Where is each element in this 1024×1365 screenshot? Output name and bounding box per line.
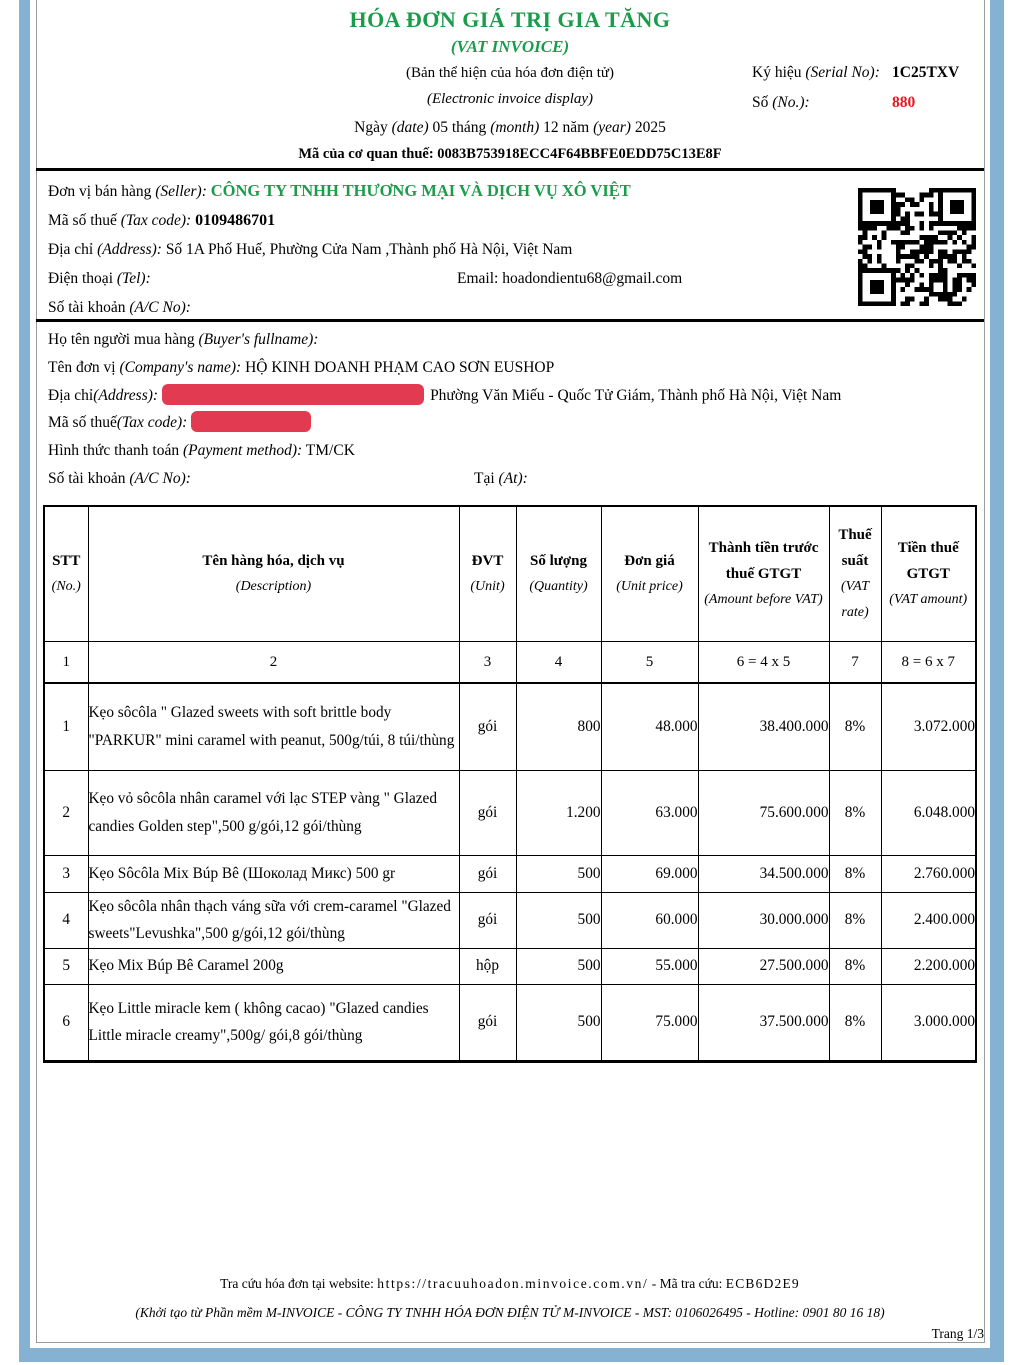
cell-vat-amount: 6.048.000 [881, 770, 976, 855]
serial-line [752, 58, 980, 88]
cell-vat-rate: 8% [829, 892, 881, 948]
cell-unit-price: 63.000 [601, 770, 698, 855]
numbering-cell: 6 = 4 x 5 [698, 642, 829, 684]
cell-description: Kẹo sôcôla " Glazed sweets with soft brittle body "PARKUR" mini caramel with peanut, 500g/túi, 8 túi/thùng [88, 683, 459, 770]
cell-quantity: 500 [516, 892, 601, 948]
seller-name: CÔNG TY TNHH THƯƠNG MẠI VÀ DỊCH VỤ XÔ VIỆT [210, 181, 631, 200]
seller-address-line [48, 235, 978, 264]
cell-quantity: 500 [516, 855, 601, 892]
cell-description: Kẹo Mix Búp Bê Caramel 200g [88, 948, 459, 984]
cell-unit: gói [459, 770, 516, 855]
column-numbering-row [44, 642, 976, 684]
cell-no: 3 [44, 855, 88, 892]
date-month: 12 [543, 119, 559, 136]
buyer-company-value: HỘ KINH DOANH PHẠM CAO SƠN EUSHOP [245, 358, 555, 376]
seller-taxcode-label-en: (Tax code): [120, 212, 192, 229]
col-header-unit: ĐVT (Unit) [459, 506, 516, 642]
serial-label-en: (Serial No): [805, 64, 880, 81]
cell-unit: gói [459, 855, 516, 892]
at-label [474, 465, 528, 493]
cell-unit-price: 69.000 [601, 855, 698, 892]
numbering-cell: 5 [601, 642, 698, 684]
seller-taxcode-line [48, 206, 978, 235]
table-row [44, 892, 976, 948]
invoice-subtitle: (VAT INVOICE) [450, 37, 570, 56]
col-header-vat-amount: Tiền thuế GTGT (VAT amount) [881, 506, 976, 642]
display-note-en: (Electronic invoice display) [426, 91, 594, 107]
col-header-description: Tên hàng hóa, dịch vụ (Description) [88, 506, 459, 642]
serial-number-block [752, 58, 980, 118]
lookup-code-label: - Mã tra cứu: [651, 1276, 723, 1291]
seller-label-en: (Seller): [155, 183, 207, 200]
number-line [752, 88, 980, 118]
cell-vat-rate: 8% [829, 984, 881, 1061]
cell-vat-rate: 8% [829, 855, 881, 892]
buyer-account-label-vi: Số tài khoản [48, 469, 126, 487]
tax-authority-label: Mã của cơ quan thuế: [298, 146, 434, 162]
col-header-no: STT (No.) [44, 506, 88, 642]
buyer-company-label-vi: Tên đơn vị [48, 358, 116, 376]
cell-amount: 38.400.000 [698, 683, 829, 770]
number-label-en: (No.): [772, 94, 810, 111]
cell-quantity: 800 [516, 683, 601, 770]
cell-unit-price: 60.000 [601, 892, 698, 948]
buyer-account-label-en: (A/C No): [129, 469, 191, 487]
numbering-cell: 1 [44, 642, 88, 684]
cell-description: Kẹo Sôcôla Mix Búp Bê (Шоколад Микс) 500 gr [88, 855, 459, 892]
seller-account-label-vi: Số tài khoản [48, 299, 126, 316]
date-label-vi: Ngày [354, 119, 388, 136]
cell-amount: 27.500.000 [698, 948, 829, 984]
table-row [44, 948, 976, 984]
seller-taxcode-value: 0109486701 [195, 212, 276, 229]
col-header-vat-rate: Thuế suất (VAT rate) [829, 506, 881, 642]
seller-account-label-en: (A/C No): [129, 299, 191, 316]
payment-method-line [48, 437, 978, 465]
seller-tel-line [48, 264, 978, 293]
number-label-vi: Số (No.): [752, 94, 810, 111]
cell-quantity: 1.200 [516, 770, 601, 855]
cell-description: Kẹo sôcôla nhân thạch váng sữa với crem-caramel "Glazed sweets"Levushka",500 g/gói,12 gói/thùng [88, 892, 459, 948]
lookup-line [36, 1276, 984, 1292]
serial-value: 1C25TXV [892, 64, 960, 81]
date-day: 05 [432, 119, 448, 136]
seller-name-line [48, 176, 978, 206]
buyer-address-redaction [162, 384, 424, 405]
buyer-taxcode-label-vi: Mã số thuế [48, 414, 117, 432]
buyer-fullname-label-en: (Buyer's fullname): [198, 331, 319, 348]
cell-no: 6 [44, 984, 88, 1061]
numbering-cell: 7 [829, 642, 881, 684]
invoice-number-value: 880 [892, 94, 916, 111]
numbering-cell: 8 = 6 x 7 [881, 642, 976, 684]
year-label-en: (year) [593, 119, 631, 136]
lookup-label: Tra cứu hóa đơn tại website: [220, 1276, 374, 1291]
cell-vat-amount: 2.200.000 [881, 948, 976, 984]
section-divider-1 [36, 168, 984, 171]
cell-amount: 34.500.000 [698, 855, 829, 892]
page-frame-bottom [19, 1348, 1004, 1362]
cell-unit: gói [459, 984, 516, 1061]
buyer-taxcode-label-en: (Tax code): [116, 414, 188, 432]
cell-vat-rate: 8% [829, 683, 881, 770]
cell-vat-amount: 3.000.000 [881, 984, 976, 1061]
cell-unit-price: 55.000 [601, 948, 698, 984]
numbering-cell: 4 [516, 642, 601, 684]
buyer-address-label-en: (Address): [93, 386, 159, 404]
lookup-code: ECB6D2E9 [725, 1276, 800, 1291]
cell-no: 4 [44, 892, 88, 948]
cell-no: 2 [44, 770, 88, 855]
buyer-address-line [48, 382, 978, 410]
serial-label-vi: Ký hiệu (Serial No): [752, 64, 880, 81]
payment-label-vi: Hình thức thanh toán [48, 442, 180, 460]
page-number: Trang 1/3 [931, 1326, 984, 1341]
seller-email-value: hoadondientu68@gmail.com [502, 270, 683, 287]
buyer-fullname-line [48, 326, 978, 354]
table-header-row [44, 506, 976, 642]
cell-quantity: 500 [516, 984, 601, 1061]
table-row [44, 855, 976, 892]
cell-no: 5 [44, 948, 88, 984]
col-header-quantity: Số lượng (Quantity) [516, 506, 601, 642]
cell-amount: 75.600.000 [698, 770, 829, 855]
buyer-company-label-en: (Company's name): [119, 358, 242, 376]
line-items-table [43, 505, 977, 1063]
cell-description: Kẹo Little miracle kem ( không cacao) "Glazed candies Little miracle creamy",500g/ gói,8 gói/thùng [88, 984, 459, 1061]
seller-email-label: Email: [457, 270, 499, 287]
cell-vat-rate: 8% [829, 770, 881, 855]
seller-label-vi: Đơn vị bán hàng [48, 183, 152, 200]
cell-amount: 37.500.000 [698, 984, 829, 1061]
buyer-company-line [48, 354, 978, 382]
cell-description: Kẹo vỏ sôcôla nhân caramel với lạc STEP vàng " Glazed candies Golden step",500 g/gói,12 gói/thùng [88, 770, 459, 855]
seller-email [457, 264, 682, 293]
table-row [44, 984, 976, 1061]
cell-vat-amount: 3.072.000 [881, 683, 976, 770]
year-label-vi: năm [562, 119, 590, 136]
seller-taxcode-label-vi: Mã số thuế [48, 212, 117, 229]
cell-vat-amount: 2.760.000 [881, 855, 976, 892]
at-label-en: (At): [498, 469, 528, 487]
page-frame-left [19, 0, 30, 1362]
payment-label-en: (Payment method): [182, 442, 303, 460]
seller-address-label-vi: Địa chỉ [48, 241, 94, 258]
tax-authority-code-line [36, 142, 984, 166]
cell-amount: 30.000.000 [698, 892, 829, 948]
cell-unit-price: 48.000 [601, 683, 698, 770]
buyer-account-line [48, 465, 978, 493]
tax-authority-value: 0083B753918ECC4F64BBFE0EDD75C13E8F [437, 146, 722, 162]
seller-tel-label-vi: Điện thoại [48, 270, 113, 287]
buyer-section [48, 326, 978, 493]
display-note-vi: (Bản thể hiện của hóa đơn điện tử) [405, 65, 615, 81]
payment-method-value: TM/CK [305, 442, 355, 460]
cell-unit: gói [459, 683, 516, 770]
month-label-en: (month) [490, 119, 540, 136]
qr-code [858, 188, 976, 306]
invoice-date-line [36, 114, 984, 142]
col-header-amount: Thành tiền trước thuế GTGT (Amount before VAT) [698, 506, 829, 642]
numbering-cell: 2 [88, 642, 459, 684]
col-header-unit-price: Đơn giá (Unit price) [601, 506, 698, 642]
cell-vat-rate: 8% [829, 948, 881, 984]
seller-address-value: Số 1A Phố Huế, Phường Cửa Nam ,Thành phố Hà Nội, Việt Nam [165, 241, 573, 258]
cell-unit-price: 75.000 [601, 984, 698, 1061]
table-row [44, 683, 976, 770]
seller-address-label-en: (Address): [97, 241, 162, 258]
cell-no: 1 [44, 683, 88, 770]
invoice-title: HÓA ĐƠN GIÁ TRỊ GIA TĂNG [349, 7, 671, 32]
buyer-address-label-vi: Địa chỉ [48, 386, 94, 404]
creator-line: (Khởi tạo từ Phần mềm M-INVOICE - CÔNG TY TNHH HÓA ĐƠN ĐIỆN TỬ M-INVOICE - MST: 0106026495 - Hotline: 0901 80 16 18) [135, 1305, 885, 1320]
page-frame-right [990, 0, 1004, 1362]
numbering-cell: 3 [459, 642, 516, 684]
month-label-vi: tháng [451, 119, 487, 136]
lookup-url[interactable]: https://tracuuhoadon.minvoice.com.vn/ [377, 1276, 649, 1291]
cell-quantity: 500 [516, 948, 601, 984]
buyer-fullname-label-vi: Họ tên người mua hàng [48, 331, 195, 348]
seller-account-line [48, 293, 978, 322]
at-label-vi: Tại [474, 469, 495, 487]
buyer-taxcode-line [48, 409, 978, 437]
table-row [44, 770, 976, 855]
seller-tel-label-en: (Tel): [116, 270, 151, 287]
date-year: 2025 [634, 119, 666, 136]
buyer-taxcode-redaction [191, 411, 311, 432]
cell-unit: gói [459, 892, 516, 948]
section-divider-2 [36, 319, 984, 322]
date-label-en: (date) [391, 119, 429, 136]
buyer-address-suffix: Phường Văn Miếu - Quốc Tử Giám, Thành phố Hà Nội, Việt Nam [430, 386, 842, 404]
seller-section [48, 176, 978, 322]
cell-unit: hộp [459, 948, 516, 984]
cell-vat-amount: 2.400.000 [881, 892, 976, 948]
